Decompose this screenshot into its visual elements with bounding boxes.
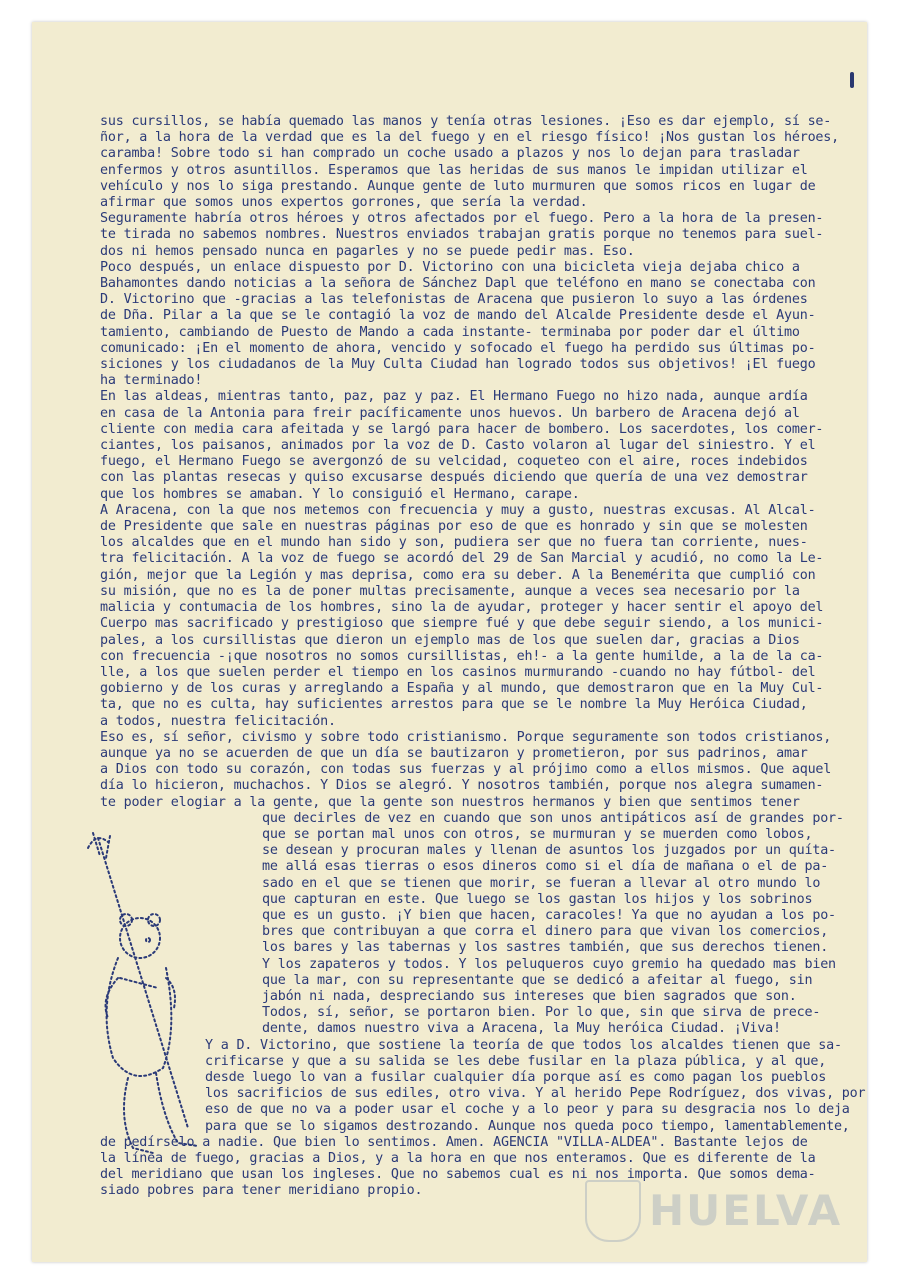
text-line: la línea de fuego, gracias a Dios, y a la hora en que nos enteramos. Que es diferente de la — [100, 1151, 816, 1166]
text-line: sus cursillos, se había quemado las manos y tenía otras lesiones. ¡Eso es dar ejemplo, sí se- — [100, 114, 832, 129]
text-line-indented: eso de que no va a poder usar el coche y a lo peor y para su desgracia nos lo deja — [205, 1102, 850, 1118]
text-line: Seguramente habría otros héroes y otros afectados por el fuego. Pero a la hora de la presen- — [100, 211, 824, 227]
text-line-indented: jabón ni nada, despreciando sus intereses que bien sagrados que son. — [262, 988, 797, 1004]
text-line: siado pobres para tener meridiano propio. — [100, 1183, 423, 1199]
text-line-indented: los sacrificios de sus ediles, otro viva. Y al herido Pepe Rodríguez, dos vivas, por — [205, 1086, 866, 1102]
text-line: Cuerpo mas sacrificado y prestigioso que siempre fué y que debe seguir siendo, a los munici- — [100, 616, 824, 632]
text-line-indented: para que se lo sigamos destrozando. Aunque nos queda poco tiempo, lamentablemente, — [205, 1118, 850, 1134]
typewritten-text — [100, 114, 870, 1200]
text-line: afirmar que somos unos expertos gorrones, que sería la verdad. — [100, 195, 588, 211]
text-line: aunque ya no se acuerden de que un día se bautizaron y prometieron, por sus padrinos, amar — [100, 745, 808, 761]
text-line: tamiento, cambiando de Puesto de Mando a cada instante- terminaba por poder dar el último — [100, 324, 800, 340]
text-line-indented: los bares y las tabernas y los sastres también, que sus derechos tienen. — [262, 940, 829, 956]
text-line: D. Victorino que -gracias a las telefonistas de Aracena que pusieron lo suyo a las órdenes — [100, 292, 808, 308]
text-line: de Dña. Pilar a la que se le contagió la voz de mando del Alcalde Presidente desde el Ayun- — [100, 308, 816, 324]
text-line: ta, que no es culta, hay suficientes arrestos para que se le nombre la Muy Heróica Ciudad, — [100, 697, 808, 713]
text-line: a Dios con todo su corazón, con todas sus fuerzas y al prójimo como a ellos mismos. Que aquel — [100, 762, 832, 778]
text-line-indented: dente, damos nuestro viva a Aracena, la Muy heróica Ciudad. ¡Viva! — [262, 1021, 781, 1037]
text-line: A Aracena, con la que nos metemos con frecuencia y muy a gusto, nuestras excusas. Al Alcal- — [100, 502, 816, 518]
text-line: del meridiano que usan los ingleses. Que no sabemos cual es ni nos importa. Que somos dema- — [100, 1167, 816, 1183]
text-line-indented: Todos, sí, señor, se portaron bien. Por lo que, sin que sirva de prece- — [262, 1005, 821, 1021]
text-line: caramba! Sobre todo si han comprado un coche usado a plazos y nos lo dejan para trasladar — [100, 146, 800, 162]
text-line: con frecuencia -¡que nosotros no somos cursillistas, eh!- a la gente humilde, a la de la ca- — [100, 648, 824, 664]
text-line: te tirada no sabemos nombres. Nuestros enviados trabajan gratis porque no tenemos para suel- — [100, 227, 824, 243]
text-line: que los hombres se amaban. Y lo consiguió el Hermano, carape. — [100, 486, 580, 502]
text-line-indented: me allá esas tierras o esos dineros como si el día de mañana o el de pa- — [262, 859, 829, 875]
text-line: cliente con media cara afeitada y se largó para hacer de bombero. Los sacerdotes, los comer- — [100, 421, 824, 437]
text-line: siciones y los ciudadanos de la Muy Culta Ciudad han logrado todos sus objetivos! ¡El fuego — [100, 357, 816, 373]
watermark-text: HUELVA — [649, 1186, 843, 1235]
text-line: Poco después, un enlace dispuesto por D. Victorino con una bicicleta vieja dejaba chico a — [100, 259, 800, 275]
text-line: de pedírselo a nadie. Que bien lo sentimos. Amen. AGENCIA "VILLA-ALDEA". Bastante lejos de — [100, 1134, 808, 1150]
text-line: vehículo y nos lo siga prestando. Aunque gente de luto murmuren que somos ricos en lugar de — [100, 178, 816, 194]
text-line: pales, a los cursillistas que dieron un ejemplo mas de los que suelen dar, gracias a Dios — [100, 632, 800, 648]
text-line: de Presidente que sale en nuestras páginas por eso de que es honrado y sin que se molesten — [100, 519, 808, 535]
text-line-indented: que la mar, con su representante que se dedicó a afeitar al fuego, sin — [262, 972, 813, 988]
text-line-indented: Y los zapateros y todos. Y los peluqueros cuyo gremio ha quedado mas bien — [262, 956, 836, 972]
text-line: día lo hicieron, muchachos. Y Dios se alegró. Y nosotros también, porque nos alegra sumamen- — [100, 778, 824, 794]
archive-watermark — [585, 1180, 843, 1240]
text-line: tra felicitación. A la voz de fuego se acordó del 29 de San Marcial y acudió, no como la Le- — [100, 551, 824, 567]
text-line: gobierno y de los curas y arreglando a España y al mundo, que demostraron que en la Muy Cul- — [100, 681, 824, 697]
text-line: gión, mejor que la Legión y mas deprisa, como era su deber. A la Benemérita que cumplió con — [100, 567, 816, 583]
ink-mark — [850, 72, 854, 88]
text-line: a todos, nuestra felicitación. — [100, 713, 336, 729]
text-line-indented: se desean y procuran males y llenan de asuntos los juzgados por un quíta- — [262, 843, 836, 859]
text-line-indented: que decirles de vez en cuando que son unos antipáticos así de grandes por- — [262, 810, 844, 826]
text-line-indented: Y a D. Victorino, que sostiene la teoría de que todos los alcaldes tienen que sa- — [205, 1037, 842, 1053]
text-line: malicia y contumacia de los hombres, sino la de ayudar, proteger y hacer sentir el apoyo del — [100, 600, 824, 616]
text-line: su misión, que no es la de poner multas precisamente, aunque a veces sea necesario por la — [100, 583, 800, 599]
dotted-bear-illustration — [78, 828, 208, 1168]
text-line: comunicado: ¡En el momento de ahora, vencido y sofocado el fuego ha perdido sus últimas po- — [100, 340, 816, 356]
text-line-indented: que se portan mal unos con otros, se murmuran y se muerden como lobos, — [262, 826, 813, 842]
text-line-indented: que capturan en este. Que luego se los gastan los hijos y los sobrinos — [262, 891, 813, 907]
text-line: Eso es, sí señor, civismo y sobre todo cristianismo. Porque seguramente son todos cristianos, — [100, 729, 832, 745]
text-line-indented: que es un gusto. ¡Y bien que hacen, caracoles! Ya que no ayudan a los po- — [262, 907, 836, 923]
text-line: ñor, a la hora de la verdad que es la del fuego y en el riesgo físico! ¡Nos gustan los héroes, — [100, 130, 840, 146]
text-line: Bahamontes dando noticias a la señora de Sánchez Dapl que teléfono en mano se conectaba con — [100, 276, 816, 292]
text-line-indented: bres que contribuyan a que corra el dinero para que vivan los comercios, — [262, 924, 829, 940]
text-line-indented: desde luego lo van a fusilar cualquier día porque así es como pagan los pueblos — [205, 1069, 827, 1085]
text-line: fuego, el Hermano Fuego se avergonzó de su velcidad, coqueteo con el aire, roces indebidos — [100, 454, 808, 470]
text-line: los alcaldes que en el mundo han sido y son, pudiera ser que no fuera tan corriente, nues- — [100, 535, 808, 551]
text-line-indented: sado en el que se tienen que morir, se fueran a llevar al otro mundo lo — [262, 875, 821, 891]
text-line: lle, a los que suelen perder el tiempo en los casinos murmurando -cuando no hay fútbol- del — [100, 664, 816, 680]
text-line: en casa de la Antonia para freir pacíficamente unos huevos. Un barbero de Aracena dejó al — [100, 405, 800, 421]
text-line-indented: crificarse y que a su salida se les debe fusilar en la plaza pública, y al que, — [205, 1053, 827, 1069]
text-line: te poder elogiar a la gente, que la gente son nuestros hermanos y bien que sentimos tener — [100, 794, 800, 810]
text-line: dos ni hemos pensado nunca en pagarles y no se puede pedir mas. Eso. — [100, 243, 635, 259]
text-line: En las aldeas, mientras tanto, paz, paz y paz. El Hermano Fuego no hizo nada, aunque ardía — [100, 389, 808, 405]
shield-icon — [585, 1180, 641, 1242]
text-line: con las plantas resecas y quiso excusarse después diciendo que quería de una vez demostrar — [100, 470, 808, 486]
text-line: ciantes, los paisanos, animados por la voz de D. Casto volaron al lugar del siniestro. Y el — [100, 438, 816, 454]
text-line: enfermos y otros asuntillos. Esperamos que las heridas de sus manos le impidan utilizar el — [100, 162, 808, 178]
text-line: ha terminado! — [100, 373, 203, 389]
